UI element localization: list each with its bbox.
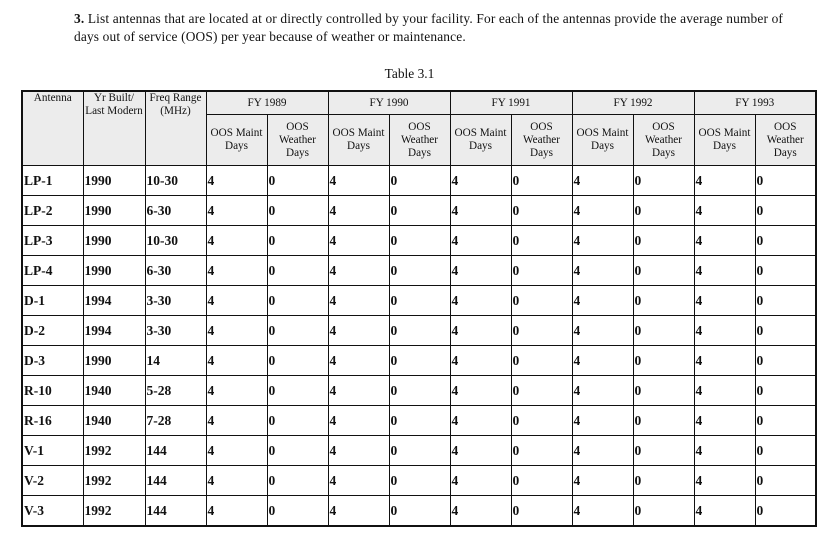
header-oos-weather-days: OOS Weather Days bbox=[511, 115, 572, 166]
cell-oos-maint-days: 4 bbox=[450, 406, 511, 436]
table-row bbox=[22, 376, 816, 406]
cell-oos-weather-days: 0 bbox=[633, 316, 694, 346]
header-oos-maint-days: OOS Maint Days bbox=[694, 115, 755, 166]
cell-oos-maint-days: 4 bbox=[694, 226, 755, 256]
header-oos-maint-days: OOS Maint Days bbox=[328, 115, 389, 166]
cell-oos-maint-days: 4 bbox=[694, 436, 755, 466]
table-row bbox=[22, 316, 816, 346]
cell-yr-built: 1992 bbox=[83, 466, 145, 496]
cell-oos-weather-days: 0 bbox=[755, 406, 816, 436]
header-oos-weather-days: OOS Weather Days bbox=[389, 115, 450, 166]
cell-oos-maint-days: 4 bbox=[450, 316, 511, 346]
cell-antenna: LP-1 bbox=[22, 166, 83, 196]
header-oos-maint-days: OOS Maint Days bbox=[450, 115, 511, 166]
cell-oos-weather-days: 0 bbox=[511, 286, 572, 316]
cell-freq-range: 10-30 bbox=[145, 226, 206, 256]
cell-oos-weather-days: 0 bbox=[267, 436, 328, 466]
cell-oos-weather-days: 0 bbox=[755, 466, 816, 496]
cell-freq-range: 14 bbox=[145, 346, 206, 376]
cell-freq-range: 10-30 bbox=[145, 166, 206, 196]
cell-oos-weather-days: 0 bbox=[389, 316, 450, 346]
cell-freq-range: 144 bbox=[145, 466, 206, 496]
cell-yr-built: 1992 bbox=[83, 436, 145, 466]
header-oos-maint-days: OOS Maint Days bbox=[206, 115, 267, 166]
table-row bbox=[22, 256, 816, 286]
cell-oos-maint-days: 4 bbox=[450, 226, 511, 256]
cell-oos-weather-days: 0 bbox=[511, 346, 572, 376]
cell-oos-weather-days: 0 bbox=[267, 256, 328, 286]
cell-oos-maint-days: 4 bbox=[572, 436, 633, 466]
cell-antenna: R-16 bbox=[22, 406, 83, 436]
cell-oos-maint-days: 4 bbox=[450, 166, 511, 196]
cell-yr-built: 1940 bbox=[83, 376, 145, 406]
header-fy-1992: FY 1992 bbox=[572, 91, 694, 115]
cell-oos-weather-days: 0 bbox=[389, 346, 450, 376]
cell-freq-range: 5-28 bbox=[145, 376, 206, 406]
cell-oos-weather-days: 0 bbox=[633, 496, 694, 527]
cell-oos-weather-days: 0 bbox=[267, 346, 328, 376]
header-fy-1990: FY 1990 bbox=[328, 91, 450, 115]
table-row bbox=[22, 166, 816, 196]
cell-oos-maint-days: 4 bbox=[572, 346, 633, 376]
cell-yr-built: 1940 bbox=[83, 406, 145, 436]
cell-oos-maint-days: 4 bbox=[572, 226, 633, 256]
cell-oos-weather-days: 0 bbox=[511, 436, 572, 466]
cell-oos-weather-days: 0 bbox=[511, 226, 572, 256]
cell-oos-weather-days: 0 bbox=[267, 286, 328, 316]
cell-oos-weather-days: 0 bbox=[755, 226, 816, 256]
cell-antenna: V-1 bbox=[22, 436, 83, 466]
cell-oos-maint-days: 4 bbox=[328, 406, 389, 436]
cell-oos-weather-days: 0 bbox=[755, 346, 816, 376]
cell-oos-weather-days: 0 bbox=[633, 466, 694, 496]
cell-oos-weather-days: 0 bbox=[267, 226, 328, 256]
cell-oos-weather-days: 0 bbox=[389, 256, 450, 286]
cell-antenna: D-3 bbox=[22, 346, 83, 376]
header-fy-1993: FY 1993 bbox=[694, 91, 816, 115]
cell-oos-maint-days: 4 bbox=[572, 286, 633, 316]
cell-oos-weather-days: 0 bbox=[389, 496, 450, 527]
table-caption bbox=[0, 66, 837, 82]
header-yr-built: Yr Built/ Last Modern bbox=[83, 91, 145, 166]
cell-oos-weather-days: 0 bbox=[755, 316, 816, 346]
table-row bbox=[22, 286, 816, 316]
cell-oos-maint-days: 4 bbox=[206, 346, 267, 376]
cell-antenna: LP-4 bbox=[22, 256, 83, 286]
table-caption-text: Table 3.1 bbox=[384, 66, 435, 81]
cell-oos-maint-days: 4 bbox=[450, 496, 511, 527]
cell-freq-range: 3-30 bbox=[145, 286, 206, 316]
question-text: List antennas that are located at or directly controlled by your facility. For each of the antennas provide the average number of days out of service (OOS) per year because of weather or maintenance. bbox=[74, 11, 784, 44]
cell-oos-maint-days: 4 bbox=[450, 376, 511, 406]
cell-oos-maint-days: 4 bbox=[328, 196, 389, 226]
cell-oos-weather-days: 0 bbox=[511, 316, 572, 346]
cell-oos-maint-days: 4 bbox=[206, 286, 267, 316]
cell-antenna: R-10 bbox=[22, 376, 83, 406]
cell-oos-maint-days: 4 bbox=[572, 406, 633, 436]
cell-oos-weather-days: 0 bbox=[633, 256, 694, 286]
cell-oos-weather-days: 0 bbox=[633, 406, 694, 436]
cell-oos-maint-days: 4 bbox=[694, 466, 755, 496]
table-body bbox=[22, 166, 816, 527]
cell-oos-weather-days: 0 bbox=[511, 376, 572, 406]
cell-oos-weather-days: 0 bbox=[389, 196, 450, 226]
cell-oos-maint-days: 4 bbox=[450, 346, 511, 376]
cell-freq-range: 144 bbox=[145, 496, 206, 527]
cell-oos-maint-days: 4 bbox=[328, 376, 389, 406]
table-row bbox=[22, 346, 816, 376]
table-row bbox=[22, 496, 816, 527]
cell-oos-weather-days: 0 bbox=[389, 406, 450, 436]
cell-oos-weather-days: 0 bbox=[633, 436, 694, 466]
cell-freq-range: 144 bbox=[145, 436, 206, 466]
cell-yr-built: 1990 bbox=[83, 196, 145, 226]
cell-oos-maint-days: 4 bbox=[206, 466, 267, 496]
table-row bbox=[22, 226, 816, 256]
table-row bbox=[22, 466, 816, 496]
cell-oos-weather-days: 0 bbox=[633, 376, 694, 406]
cell-oos-weather-days: 0 bbox=[267, 406, 328, 436]
table-header-row-1 bbox=[22, 91, 816, 115]
cell-yr-built: 1990 bbox=[83, 226, 145, 256]
cell-oos-maint-days: 4 bbox=[572, 376, 633, 406]
cell-oos-weather-days: 0 bbox=[267, 376, 328, 406]
cell-oos-maint-days: 4 bbox=[328, 286, 389, 316]
cell-oos-maint-days: 4 bbox=[328, 436, 389, 466]
cell-oos-weather-days: 0 bbox=[267, 196, 328, 226]
header-fy-1989: FY 1989 bbox=[206, 91, 328, 115]
cell-oos-weather-days: 0 bbox=[267, 496, 328, 527]
cell-oos-maint-days: 4 bbox=[206, 436, 267, 466]
cell-oos-maint-days: 4 bbox=[694, 376, 755, 406]
cell-oos-weather-days: 0 bbox=[389, 226, 450, 256]
cell-oos-weather-days: 0 bbox=[755, 376, 816, 406]
cell-oos-maint-days: 4 bbox=[572, 166, 633, 196]
cell-oos-weather-days: 0 bbox=[633, 166, 694, 196]
cell-oos-maint-days: 4 bbox=[694, 496, 755, 527]
cell-yr-built: 1994 bbox=[83, 316, 145, 346]
cell-yr-built: 1992 bbox=[83, 496, 145, 527]
cell-oos-weather-days: 0 bbox=[389, 466, 450, 496]
cell-oos-maint-days: 4 bbox=[206, 196, 267, 226]
cell-oos-weather-days: 0 bbox=[511, 166, 572, 196]
cell-oos-weather-days: 0 bbox=[267, 166, 328, 196]
cell-oos-maint-days: 4 bbox=[328, 346, 389, 376]
cell-yr-built: 1990 bbox=[83, 166, 145, 196]
cell-oos-weather-days: 0 bbox=[755, 286, 816, 316]
cell-freq-range: 6-30 bbox=[145, 196, 206, 226]
cell-oos-weather-days: 0 bbox=[389, 286, 450, 316]
cell-oos-maint-days: 4 bbox=[572, 466, 633, 496]
cell-oos-maint-days: 4 bbox=[328, 256, 389, 286]
cell-oos-maint-days: 4 bbox=[450, 256, 511, 286]
cell-oos-maint-days: 4 bbox=[206, 376, 267, 406]
cell-oos-maint-days: 4 bbox=[328, 496, 389, 527]
cell-oos-weather-days: 0 bbox=[633, 346, 694, 376]
cell-oos-maint-days: 4 bbox=[694, 196, 755, 226]
cell-oos-weather-days: 0 bbox=[633, 196, 694, 226]
cell-oos-weather-days: 0 bbox=[755, 196, 816, 226]
table-row bbox=[22, 436, 816, 466]
antenna-oos-table bbox=[21, 90, 817, 527]
header-oos-maint-days: OOS Maint Days bbox=[572, 115, 633, 166]
cell-oos-maint-days: 4 bbox=[450, 466, 511, 496]
header-oos-weather-days: OOS Weather Days bbox=[633, 115, 694, 166]
cell-oos-maint-days: 4 bbox=[450, 286, 511, 316]
cell-antenna: V-3 bbox=[22, 496, 83, 527]
cell-oos-maint-days: 4 bbox=[694, 286, 755, 316]
cell-oos-maint-days: 4 bbox=[206, 406, 267, 436]
cell-oos-weather-days: 0 bbox=[755, 496, 816, 527]
cell-oos-weather-days: 0 bbox=[511, 196, 572, 226]
header-oos-weather-days: OOS Weather Days bbox=[267, 115, 328, 166]
cell-antenna: LP-3 bbox=[22, 226, 83, 256]
cell-oos-weather-days: 0 bbox=[511, 406, 572, 436]
cell-oos-weather-days: 0 bbox=[755, 166, 816, 196]
cell-oos-maint-days: 4 bbox=[694, 316, 755, 346]
cell-oos-maint-days: 4 bbox=[694, 256, 755, 286]
table-row bbox=[22, 406, 816, 436]
cell-oos-weather-days: 0 bbox=[755, 436, 816, 466]
cell-freq-range: 7-28 bbox=[145, 406, 206, 436]
cell-oos-maint-days: 4 bbox=[572, 316, 633, 346]
cell-antenna: D-2 bbox=[22, 316, 83, 346]
cell-oos-weather-days: 0 bbox=[267, 466, 328, 496]
cell-oos-maint-days: 4 bbox=[450, 436, 511, 466]
cell-oos-maint-days: 4 bbox=[206, 316, 267, 346]
cell-oos-maint-days: 4 bbox=[694, 406, 755, 436]
cell-freq-range: 3-30 bbox=[145, 316, 206, 346]
cell-oos-weather-days: 0 bbox=[755, 256, 816, 286]
cell-yr-built: 1990 bbox=[83, 346, 145, 376]
cell-oos-maint-days: 4 bbox=[694, 346, 755, 376]
cell-oos-maint-days: 4 bbox=[206, 256, 267, 286]
cell-yr-built: 1994 bbox=[83, 286, 145, 316]
cell-oos-maint-days: 4 bbox=[206, 496, 267, 527]
cell-oos-maint-days: 4 bbox=[328, 166, 389, 196]
cell-oos-weather-days: 0 bbox=[511, 466, 572, 496]
cell-oos-maint-days: 4 bbox=[206, 226, 267, 256]
cell-antenna: D-1 bbox=[22, 286, 83, 316]
cell-oos-weather-days: 0 bbox=[389, 436, 450, 466]
question-text-block bbox=[74, 10, 794, 46]
cell-oos-maint-days: 4 bbox=[206, 166, 267, 196]
cell-oos-weather-days: 0 bbox=[633, 226, 694, 256]
cell-oos-weather-days: 0 bbox=[633, 286, 694, 316]
cell-antenna: V-2 bbox=[22, 466, 83, 496]
table-row bbox=[22, 196, 816, 226]
cell-oos-maint-days: 4 bbox=[572, 496, 633, 527]
cell-oos-weather-days: 0 bbox=[267, 316, 328, 346]
header-antenna: Antenna bbox=[22, 91, 83, 166]
header-freq-range: Freq Range (MHz) bbox=[145, 91, 206, 166]
cell-oos-maint-days: 4 bbox=[694, 166, 755, 196]
cell-oos-maint-days: 4 bbox=[328, 466, 389, 496]
cell-freq-range: 6-30 bbox=[145, 256, 206, 286]
cell-oos-maint-days: 4 bbox=[450, 196, 511, 226]
cell-oos-maint-days: 4 bbox=[572, 196, 633, 226]
cell-antenna: LP-2 bbox=[22, 196, 83, 226]
cell-oos-weather-days: 0 bbox=[389, 166, 450, 196]
cell-oos-weather-days: 0 bbox=[511, 256, 572, 286]
header-oos-weather-days: OOS Weather Days bbox=[755, 115, 816, 166]
cell-oos-maint-days: 4 bbox=[328, 226, 389, 256]
cell-oos-maint-days: 4 bbox=[328, 316, 389, 346]
cell-yr-built: 1990 bbox=[83, 256, 145, 286]
cell-oos-weather-days: 0 bbox=[389, 376, 450, 406]
cell-oos-maint-days: 4 bbox=[572, 256, 633, 286]
question-number: 3. bbox=[74, 11, 85, 26]
header-fy-1991: FY 1991 bbox=[450, 91, 572, 115]
cell-oos-weather-days: 0 bbox=[511, 496, 572, 527]
